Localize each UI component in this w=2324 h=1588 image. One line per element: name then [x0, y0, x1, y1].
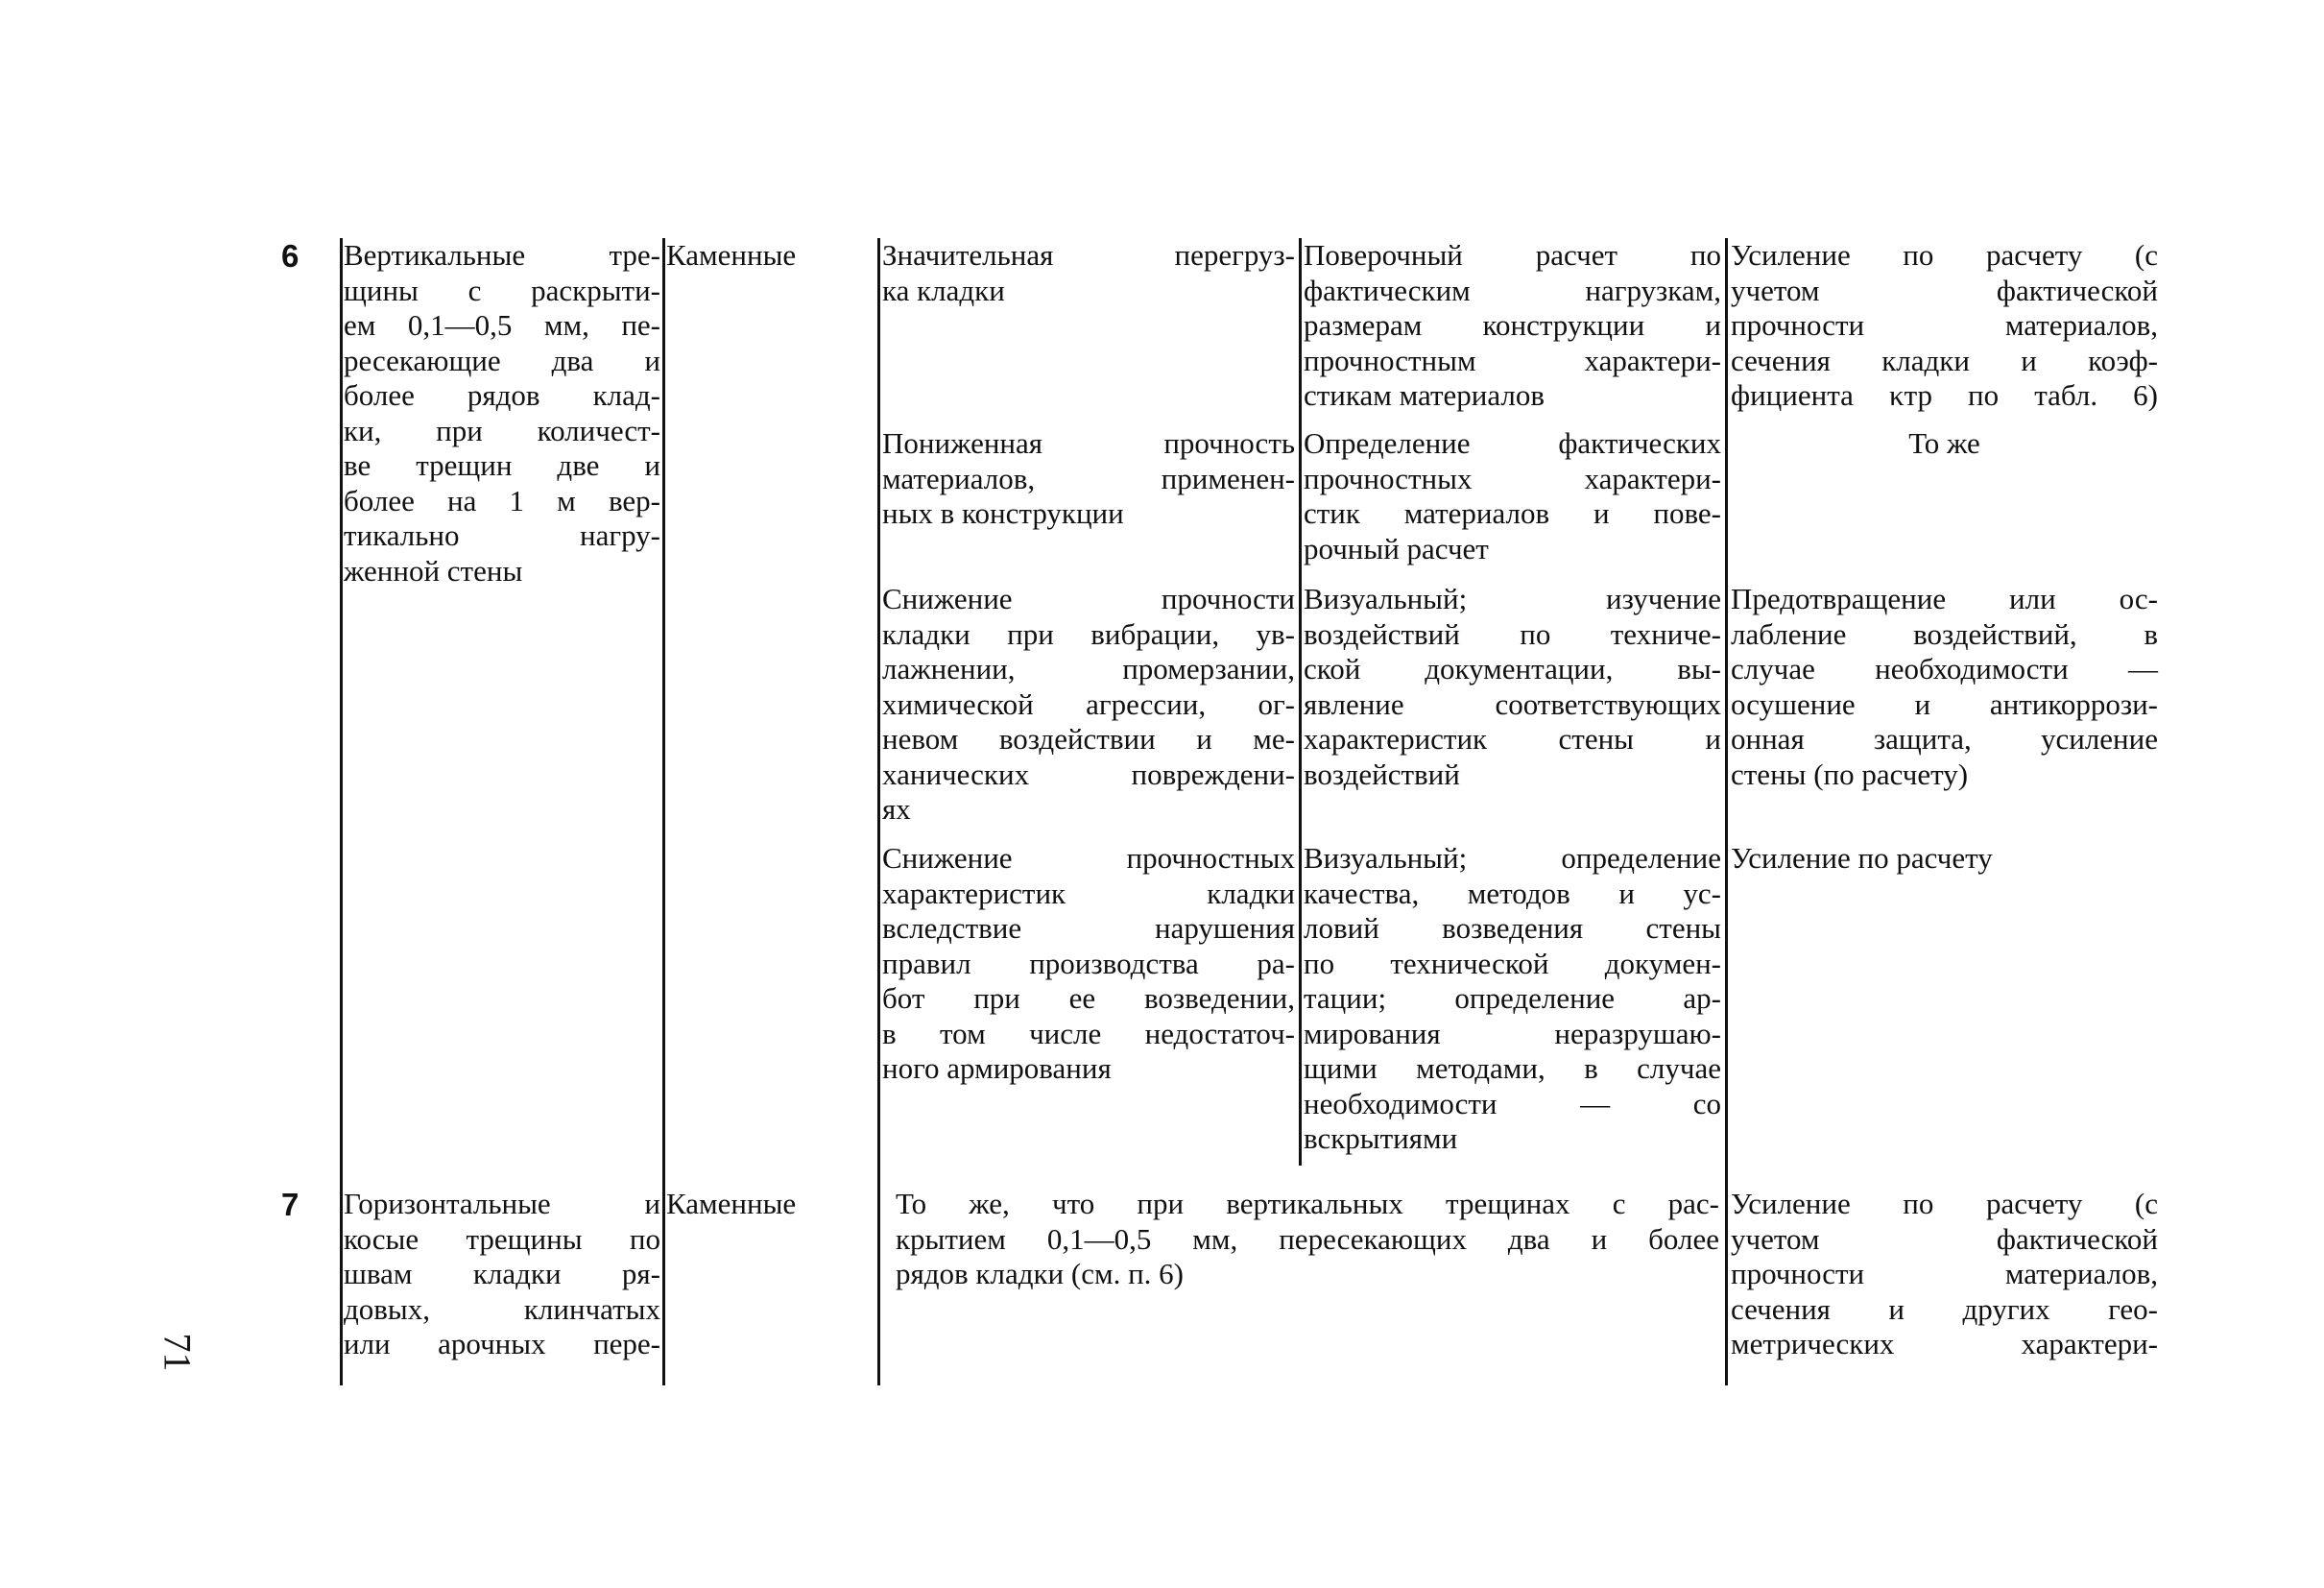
cause-line: Значительная перегруз-: [882, 238, 1295, 272]
method-line: прочностных характери-: [1304, 461, 1721, 495]
method-line: мирования неразрушаю-: [1304, 1016, 1721, 1050]
remedy-line: То же: [1908, 426, 1980, 460]
row-6-defect-line: тикально нагру-: [344, 518, 660, 552]
method-line: прочностным характери-: [1304, 343, 1721, 377]
cause-line: химической агрессии, ог-: [882, 686, 1295, 721]
rule-before-defect: [340, 238, 343, 1385]
row-7-defect: [344, 1187, 660, 1362]
row-6-defect-line: щины с раскрыти-: [344, 273, 660, 307]
row-7-defect-line: или арочных пере-: [344, 1327, 660, 1360]
method-line: Поверочный расчет по: [1304, 238, 1721, 272]
remedy-line: прочности материалов,: [1731, 308, 2158, 342]
row-6-remedy-1: [1731, 238, 2158, 414]
row-7-defect-line: Горизонтальные и: [344, 1187, 660, 1220]
remedy-line: фициента κтр по табл. 6): [1731, 378, 2158, 412]
cause-line: материалов, применен-: [882, 461, 1295, 495]
cause-line: в том числе недостаточ-: [882, 1016, 1295, 1050]
page-number: 71: [156, 1333, 200, 1372]
method-line: Визуальный; определение: [1304, 841, 1721, 875]
cause-line: Снижение прочностных: [882, 841, 1295, 875]
row-7-defect-line: довых, клинчатых: [344, 1291, 660, 1326]
row-6-remedy-2: [1731, 426, 2158, 462]
rule-material-cause: [877, 238, 880, 1385]
row-7-material: Каменные: [666, 1187, 797, 1220]
remedy-line: прочности материалов,: [1731, 1257, 2158, 1290]
method-line: рочный расчет: [1304, 531, 1489, 565]
cause-line: лажнении, промерзании,: [882, 652, 1295, 686]
cause-line: ях: [882, 792, 911, 826]
row-6-cause-1: [882, 238, 1295, 308]
remedy-line: Усиление по расчету (с: [1731, 1187, 2158, 1220]
row-6-number: 6: [281, 238, 299, 274]
row-6-method-1: [1304, 238, 1721, 414]
remedy-line: Предотвращение или ос-: [1731, 582, 2158, 615]
method-line: тации; определение ар-: [1304, 981, 1721, 1015]
remedy-line: онная защита, усиление: [1731, 722, 2158, 756]
method-line: стик материалов и пове-: [1304, 496, 1721, 530]
cause-line: ного армирования: [882, 1051, 1112, 1085]
cause-line: правил производства ра-: [882, 946, 1295, 980]
method-line: по технической докумен-: [1304, 946, 1721, 980]
merged-line: То же, что при вертикальных трещинах с рас-: [896, 1187, 1719, 1220]
remedy-line: стены (по расчету): [1731, 757, 1969, 791]
row-6-defect-line: ресекающие два и: [344, 343, 660, 377]
method-line: воздействий по техниче-: [1304, 616, 1721, 651]
row-6-defect-line: ки, при количест-: [344, 413, 660, 447]
row-6-defect-line: ве трещин две и: [344, 448, 660, 482]
remedy-line: Усиление по расчету (с: [1731, 238, 2158, 272]
cause-line: ных в конструкции: [882, 496, 1124, 530]
method-line: качества, методов и ус-: [1304, 876, 1721, 910]
method-line: фактическим нагрузкам,: [1304, 273, 1721, 307]
cause-line: характеристик кладки: [882, 876, 1295, 910]
method-line: размерам конструкции и: [1304, 308, 1721, 342]
row-7-merged-cause-method: [896, 1187, 1719, 1292]
row-7-remedy: [1731, 1187, 2158, 1362]
remedy-line: метрических характери-: [1731, 1327, 2158, 1360]
row-6-defect-line: более на 1 м вер-: [344, 483, 660, 517]
row-6-cause-2: [882, 426, 1295, 532]
row-6-method-4: [1304, 841, 1721, 1157]
rule-defect-material: [662, 238, 665, 1385]
cause-line: ханических повреждени-: [882, 757, 1295, 791]
row-6-defect-line: ем 0,1—0,5 мм, пе-: [344, 308, 660, 342]
cause-line: бот при ее возведении,: [882, 981, 1295, 1015]
row-7-number: 7: [281, 1187, 299, 1222]
row-7-defect-line: косые трещины по: [344, 1221, 660, 1256]
remedy-line: лабление воздействий, в: [1731, 616, 2158, 651]
row-6-cause-3: [882, 582, 1295, 828]
cause-line: вследствие нарушения: [882, 911, 1295, 945]
row-7-defect-line: швам кладки ря-: [344, 1257, 660, 1290]
cause-line: невом воздействии и ме-: [882, 722, 1295, 756]
row-6-defect-line: женной стены: [344, 553, 523, 588]
remedy-line: сечения и других гео-: [1731, 1291, 2158, 1326]
method-line: стикам материалов: [1304, 378, 1545, 412]
method-line: ской документации, вы-: [1304, 652, 1721, 686]
remedy-line: осушение и антикоррози-: [1731, 686, 2158, 721]
row-6-material: Каменные: [666, 238, 797, 272]
row-6-method-3: [1304, 582, 1721, 792]
row-6-defect: [344, 238, 660, 589]
remedy-line: случае необходимости —: [1731, 652, 2158, 686]
cause-line: Снижение прочности: [882, 582, 1295, 615]
method-line: ловий возведения стены: [1304, 911, 1721, 945]
method-line: Визуальный; изучение: [1304, 582, 1721, 615]
remedy-line: сечения кладки и коэф-: [1731, 343, 2158, 377]
method-line: характеристик стены и: [1304, 722, 1721, 756]
row-6-defect-line: Вертикальные тре-: [344, 238, 660, 272]
merged-line: крытием 0,1—0,5 мм, пересекающих два и более: [896, 1221, 1719, 1256]
remedy-line: Усиление по расчету: [1731, 841, 1993, 875]
method-line: явление соответствующих: [1304, 686, 1721, 721]
rule-cause-method: [1299, 238, 1302, 1166]
row-6-defect-line: более рядов клад-: [344, 378, 660, 412]
rule-method-remedy: [1725, 238, 1728, 1385]
cause-line: кладки при вибрации, ув-: [882, 616, 1295, 651]
method-line: Определение фактических: [1304, 426, 1721, 460]
method-line: воздействий: [1304, 757, 1460, 791]
remedy-line: учетом фактической: [1731, 273, 2158, 307]
method-line: щими методами, в случае: [1304, 1051, 1721, 1085]
remedy-line: учетом фактической: [1731, 1221, 2158, 1256]
merged-line: рядов кладки (см. п. 6): [896, 1257, 1184, 1290]
row-6-remedy-3: [1731, 582, 2158, 792]
row-6-remedy-4: [1731, 841, 2158, 877]
row-6-cause-4: [882, 841, 1295, 1087]
method-line: вскрытиями: [1304, 1121, 1458, 1155]
cause-line: Пониженная прочность: [882, 426, 1295, 460]
method-line: необходимости — со: [1304, 1086, 1721, 1120]
row-6-method-2: [1304, 426, 1721, 566]
cause-line: ка кладки: [882, 273, 1005, 307]
